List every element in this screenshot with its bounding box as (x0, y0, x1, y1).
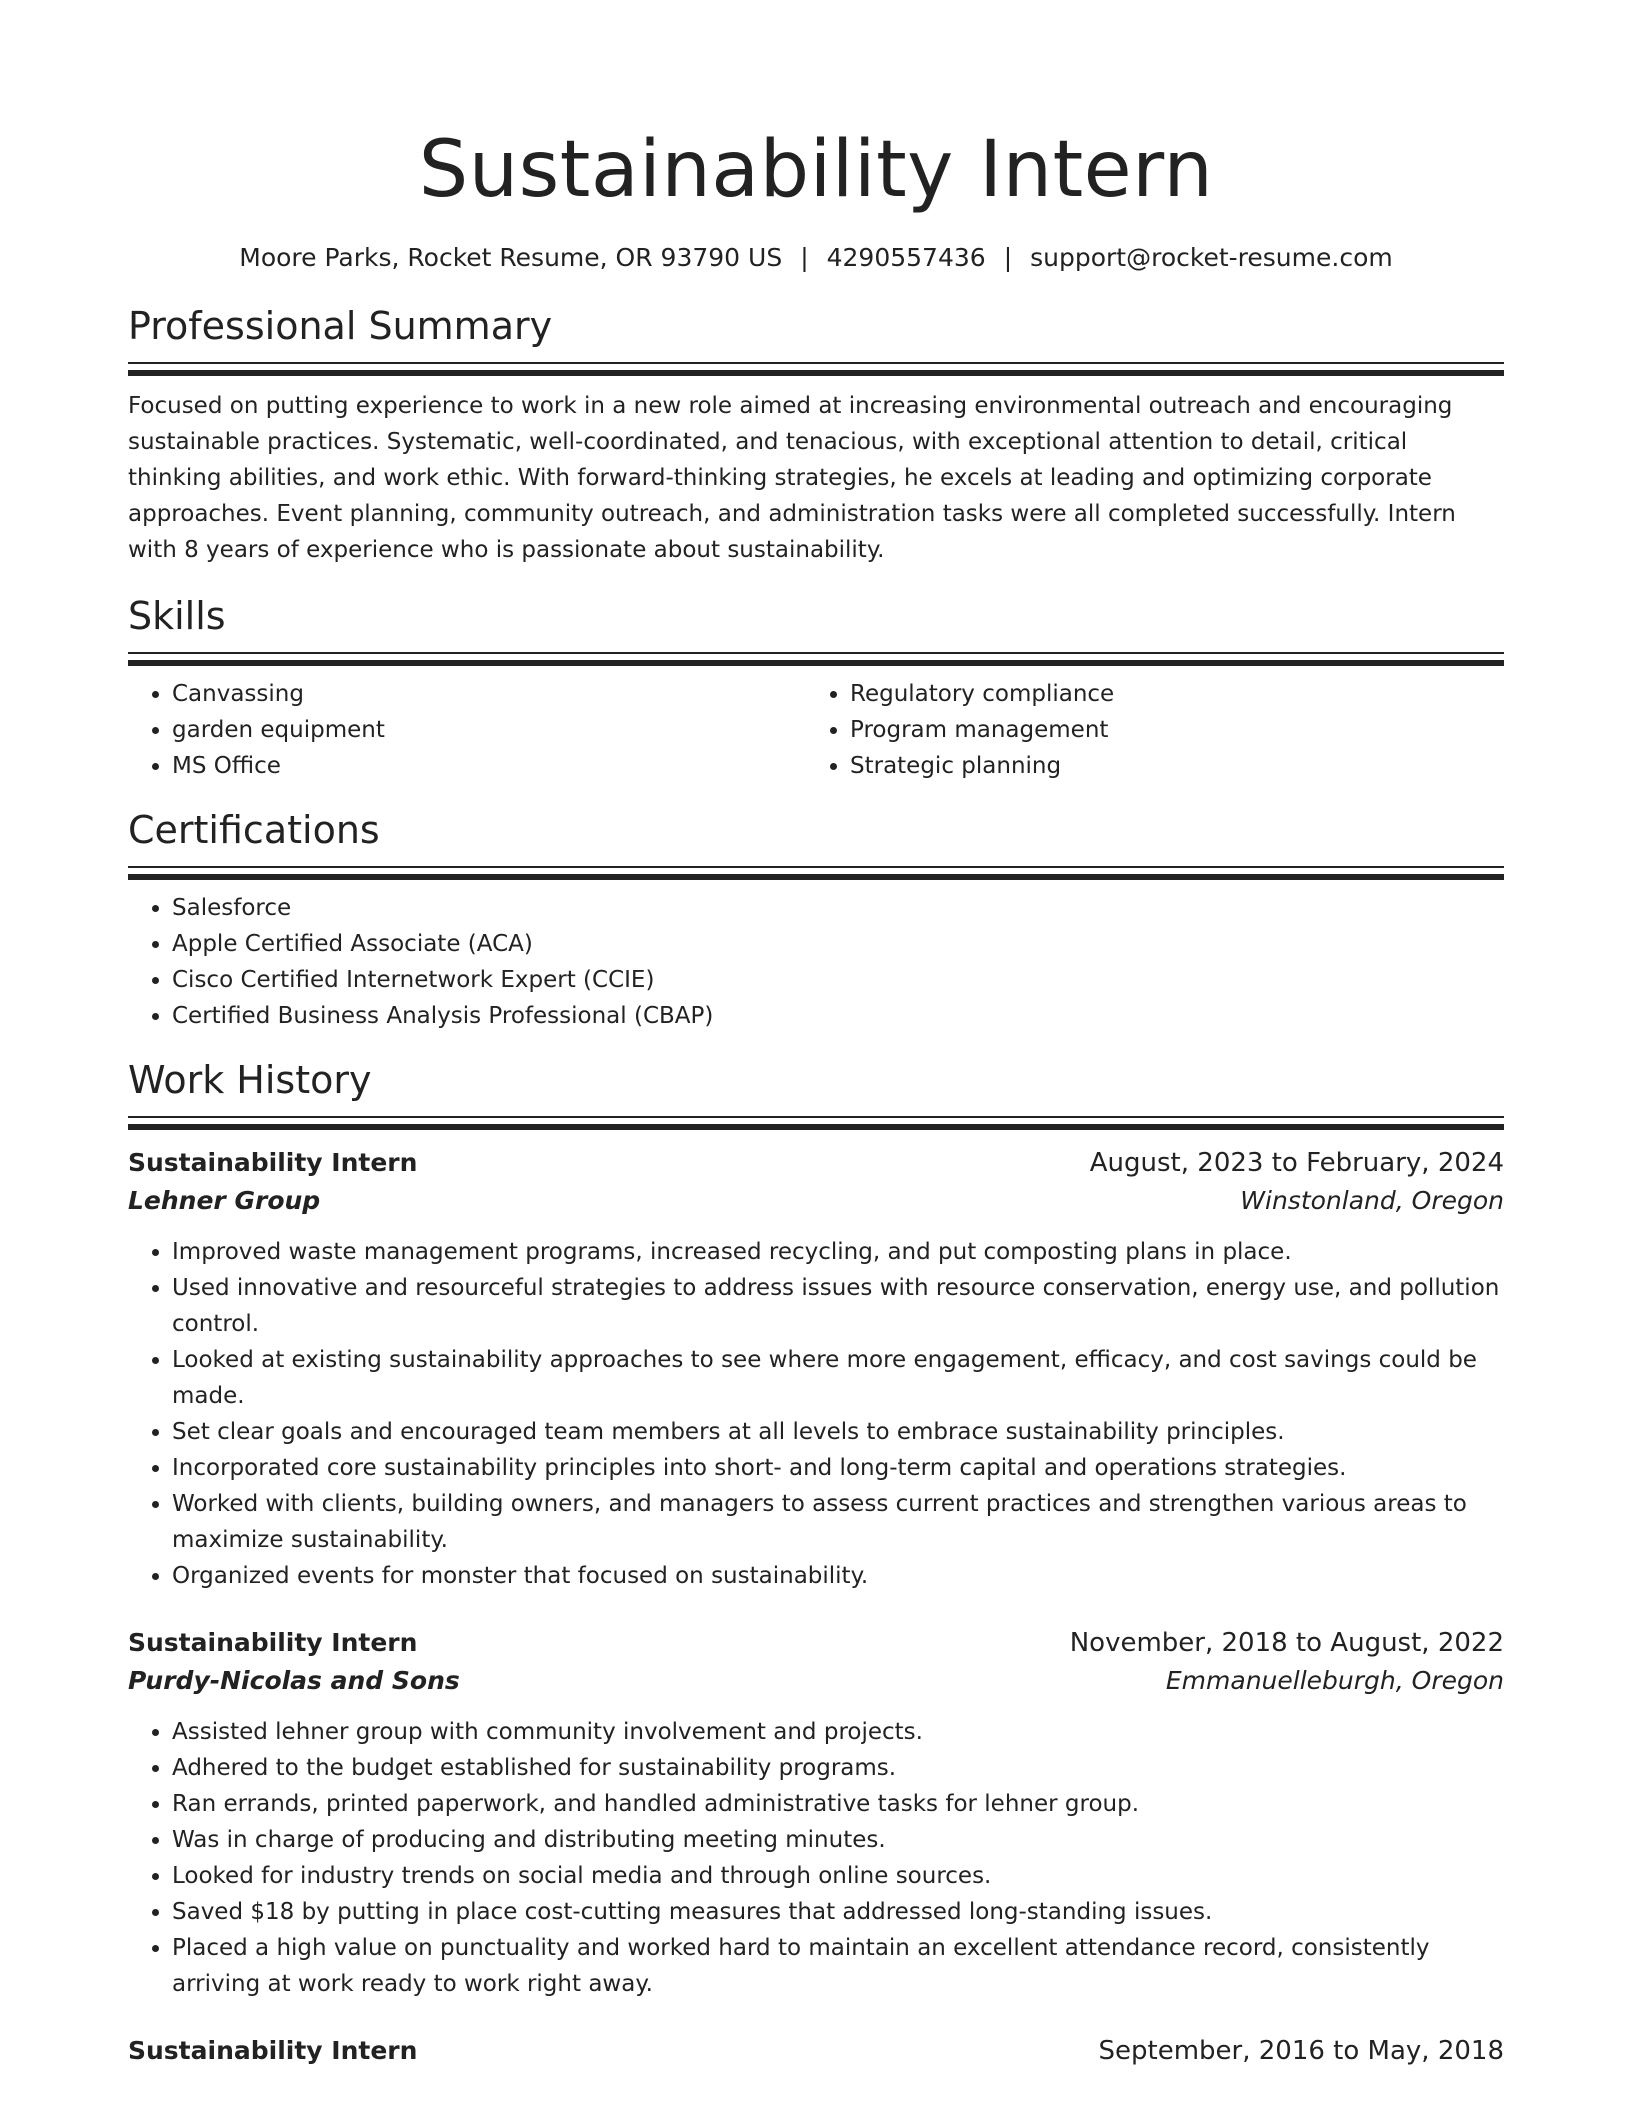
job-header-row (128, 1624, 1504, 1662)
skill-item: • Program management (850, 712, 1484, 748)
job-title: Sustainability Intern (128, 1148, 418, 1177)
job-bullet: • Used innovative and resourceful strategies to address issues with resource conservation, energy use, and pollution control. (172, 1270, 1504, 1342)
job-bullet: • Looked at existing sustainability approaches to see where more engagement, efficacy, and cost savings could be made. (172, 1342, 1504, 1414)
section-divider (128, 652, 1504, 666)
section-title-certifications: Certifications (128, 808, 380, 852)
certification-item: • Certified Business Analysis Professional (CBAP) (172, 998, 1504, 1034)
job-bullet: • Organized events for monster that focused on sustainability. (172, 1558, 1504, 1594)
certification-item: • Salesforce (172, 890, 1504, 926)
job-company: Purdy-Nicolas and Sons (128, 1666, 460, 1695)
section-divider (128, 362, 1504, 376)
contact-email: support@rocket-resume.com (1030, 243, 1393, 272)
section-title-summary: Professional Summary (128, 304, 553, 348)
section-title-work-history: Work History (128, 1058, 372, 1102)
skills-column-left (128, 676, 806, 784)
job-dates: November, 2018 to August, 2022 (1069, 1628, 1504, 1658)
skills-column-right (806, 676, 1484, 784)
section-title-skills: Skills (128, 594, 226, 638)
job-bullet: • Set clear goals and encouraged team members at all levels to embrace sustainability principles. (172, 1414, 1504, 1450)
job-entry (128, 1144, 1504, 1594)
contact-separator: | (800, 243, 809, 272)
job-subheader-row (128, 1662, 1504, 1700)
skill-item: • MS Office (172, 748, 806, 784)
contact-line (128, 242, 1504, 274)
skill-item: • Strategic planning (850, 748, 1484, 784)
job-bullets (128, 1234, 1504, 1594)
job-header-row (128, 1144, 1504, 1182)
certification-item: • Cisco Certified Internetwork Expert (CCIE) (172, 962, 1504, 998)
job-bullet: • Worked with clients, building owners, and managers to assess current practices and strengthen various areas to maximize sustainability. (172, 1486, 1504, 1558)
job-entry (128, 1624, 1504, 2002)
skills-columns (128, 676, 1504, 784)
job-bullets (128, 1714, 1504, 2002)
job-dates: August, 2023 to February, 2024 (1089, 1148, 1504, 1178)
job-bullet: • Placed a high value on punctuality and worked hard to maintain an excellent attendance record, consistently arriving at work ready to work right away. (172, 1930, 1504, 2002)
certification-item: • Apple Certified Associate (ACA) (172, 926, 1504, 962)
job-location: Emmanuelleburgh, Oregon (1165, 1666, 1504, 1695)
summary-text: Focused on putting experience to work in a new role aimed at increasing environmental outreach and encouraging sustainable practices. Systematic, well-coordinated, and tenacious, with exceptional attention to detail, critical thinking abilities, and work ethic. With forward-thinking strategies, he excels at leading and optimizing corporate approaches. Event planning, community outreach, and administration tasks were all completed successfully. Intern with 8 years of experience who is passionate about sustainability. (128, 393, 1456, 563)
job-bullet: • Looked for industry trends on social media and through online sources. (172, 1858, 1504, 1894)
job-dates: September, 2016 to May, 2018 (1098, 2036, 1504, 2066)
job-bullet: • Improved waste management programs, increased recycling, and put composting plans in place. (172, 1234, 1504, 1270)
contact-phone: 4290557436 (826, 243, 986, 272)
job-bullet: • Assisted lehner group with community involvement and projects. (172, 1714, 1504, 1750)
work-history-section (128, 1056, 1504, 2070)
job-entry (128, 2032, 1504, 2070)
section-divider (128, 1116, 1504, 1130)
contact-separator: | (1003, 243, 1013, 272)
job-bullet: • Saved $18 by putting in place cost-cutting measures that addressed long-standing issues. (172, 1894, 1504, 1930)
certifications-list (128, 890, 1504, 1034)
resume-name: Sustainability Intern (418, 125, 1214, 215)
skill-item: • garden equipment (172, 712, 806, 748)
skill-item: • Canvassing (172, 676, 806, 712)
resume-page (128, 0, 1504, 2070)
contact-address: Moore Parks, Rocket Resume, OR 93790 US (239, 243, 783, 272)
job-bullet: • Ran errands, printed paperwork, and handled administrative tasks for lehner group. (172, 1786, 1504, 1822)
job-subheader-row (128, 1182, 1504, 1220)
job-header-row (128, 2032, 1504, 2070)
certifications-section (128, 806, 1504, 1034)
skills-section (128, 592, 1504, 784)
job-bullet: • Was in charge of producing and distributing meeting minutes. (172, 1822, 1504, 1858)
section-divider (128, 866, 1504, 880)
job-title: Sustainability Intern (128, 1628, 418, 1657)
summary-section (128, 302, 1504, 568)
job-bullet: • Adhered to the budget established for sustainability programs. (172, 1750, 1504, 1786)
job-company: Lehner Group (128, 1186, 321, 1215)
job-title: Sustainability Intern (128, 2036, 418, 2065)
job-location: Winstonland, Oregon (1240, 1186, 1504, 1215)
job-bullet: • Incorporated core sustainability principles into short- and long-term capital and operations strategies. (172, 1450, 1504, 1486)
skill-item: • Regulatory compliance (850, 676, 1484, 712)
